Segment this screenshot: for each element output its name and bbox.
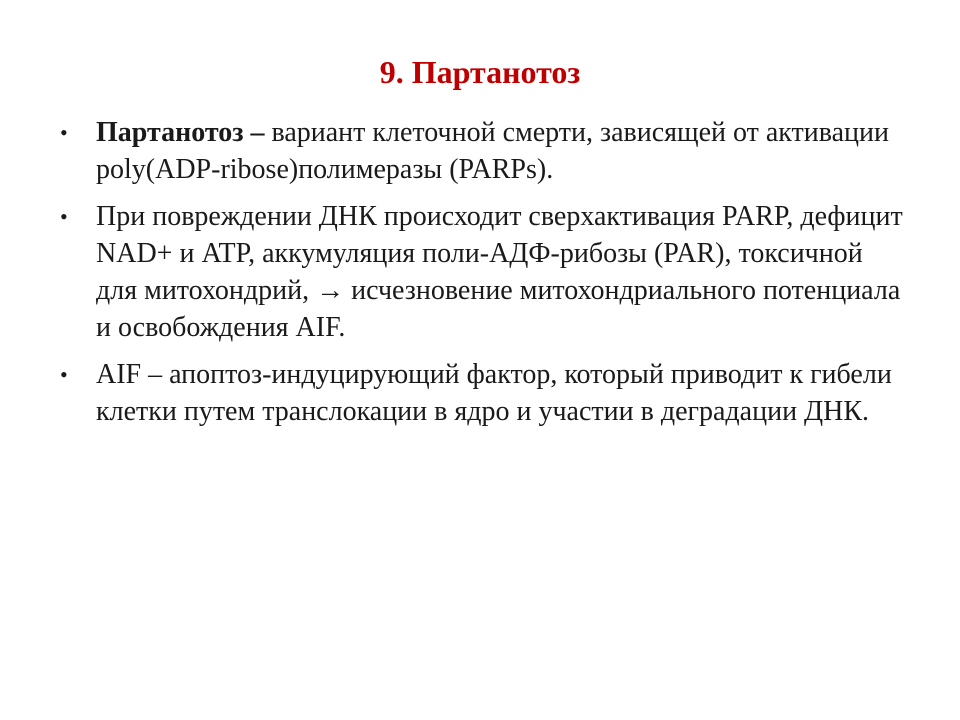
bullet-item-partanatos-definition	[60, 114, 910, 188]
bullet-item-aif	[60, 356, 910, 430]
bullet-item-dna-damage	[60, 198, 910, 346]
bullet-icon: •	[60, 120, 68, 145]
bullet-text: При повреждении ДНК происходит сверхактивация PARP, дефицит NAD+ и ATP, аккумуляция поли-АДФ-рибозы (PAR), токсичной для митохондрий, → исчезновение митохондриального потенциала и освобождения AIF.	[96, 201, 903, 343]
bullet-icon: •	[60, 204, 68, 229]
bullet-list	[60, 114, 910, 440]
bullet-text: AIF – апоптоз-индуцирующий фактор, который приводит к гибели клетки путем транслокации в ядро и участии в деградации ДНК.	[96, 359, 892, 427]
bullet-icon: •	[60, 362, 68, 387]
bullet-text: вариант клеточной смерти, зависящей от активации poly(ADP-ribose)полимеразы (PARPs).	[96, 117, 889, 185]
slide-title: 9. Партанотоз	[379, 54, 581, 90]
bullet-term: Партанотоз –	[96, 117, 265, 148]
